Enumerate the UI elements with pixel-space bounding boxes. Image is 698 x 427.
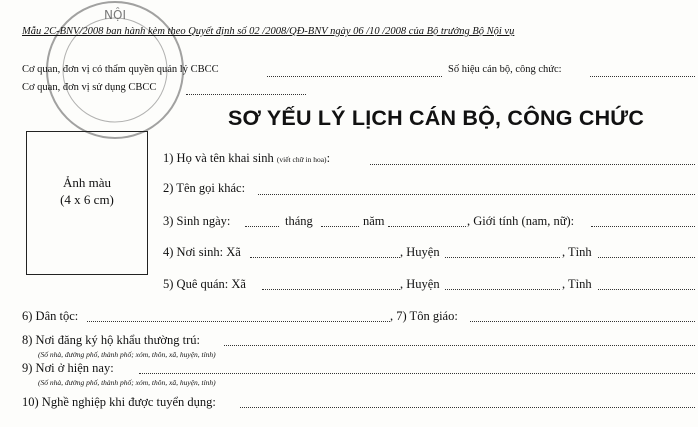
birthplace-province-label: , Tỉnh <box>562 245 592 259</box>
birthplace-commune-field[interactable] <box>250 257 400 258</box>
gender-field[interactable] <box>591 226 695 227</box>
svg-text:NỘI: NỘI <box>104 8 126 22</box>
photo-label: Ảnh màu <box>62 175 112 190</box>
hometown-district-label: , Huyện <box>400 277 440 291</box>
ethnicity-label: 6) Dân tộc: <box>22 309 79 323</box>
occupation-label: 10) Nghề nghiệp khi được tuyển dụng: <box>22 395 216 409</box>
permanent-address-label: 8) Nơi đăng ký hộ khẩu thường trú: <box>22 333 200 347</box>
form-header-note: Mẫu 2C-BNV/2008 ban hành kèm theo Quyết định số 02 /2008/QĐ-BNV ngày 06 /10 /2008 của Bộ trưởng Bộ Nội vụ <box>22 26 515 37</box>
birth-month-label: tháng <box>285 214 313 228</box>
occupation-field[interactable] <box>240 407 695 408</box>
full-name-label: 1) Họ và tên khai sinh (viết chữ in hoa): <box>163 151 331 165</box>
religion-field[interactable] <box>470 321 695 322</box>
birth-year-label: năm <box>363 214 385 228</box>
birth-day-field[interactable] <box>245 226 279 227</box>
hometown-commune-field[interactable] <box>262 289 400 290</box>
managing-agency-field[interactable] <box>267 76 442 77</box>
current-address-label: 9) Nơi ở hiện nay: <box>22 361 114 375</box>
current-address-field[interactable] <box>139 373 695 374</box>
hometown-province-field[interactable] <box>598 289 695 290</box>
birth-month-field[interactable] <box>321 226 359 227</box>
birthplace-district-label: , Huyện <box>400 245 440 259</box>
employee-id-field[interactable] <box>590 76 695 77</box>
full-name-field[interactable] <box>370 164 695 165</box>
hometown-label: 5) Quê quán: Xã <box>163 277 246 291</box>
birth-year-field[interactable] <box>388 226 466 227</box>
other-name-field[interactable] <box>258 194 695 195</box>
full-name-hint: (viết chữ in hoa) <box>276 155 327 164</box>
photo-size: (4 x 6 cm) <box>60 192 114 207</box>
using-agency-label: Cơ quan, đơn vị sử dụng CBCC <box>22 82 157 93</box>
birthplace-province-field[interactable] <box>598 257 695 258</box>
birthplace-district-field[interactable] <box>445 257 560 258</box>
permanent-address-field[interactable] <box>224 345 695 346</box>
gender-label: , Giới tính (nam, nữ): <box>467 214 575 228</box>
managing-agency-label: Cơ quan, đơn vị có thẩm quyền quản lý CBCC <box>22 64 219 75</box>
birth-date-label: 3) Sinh ngày: <box>163 214 231 228</box>
form-title: SƠ YẾU LÝ LỊCH CÁN BỘ, CÔNG CHỨC <box>228 106 645 130</box>
ethnicity-field[interactable] <box>87 321 390 322</box>
hometown-province-label: , Tỉnh <box>562 277 592 291</box>
hometown-district-field[interactable] <box>445 289 560 290</box>
religion-label: , 7) Tôn giáo: <box>390 309 458 323</box>
permanent-address-hint: (Số nhà, đường phố, thành phố; xóm, thôn, xã, huyện, tỉnh) <box>38 350 216 359</box>
birthplace-label: 4) Nơi sinh: Xã <box>163 245 241 259</box>
employee-id-label: Số hiệu cán bộ, công chức: <box>448 64 562 75</box>
using-agency-field[interactable] <box>186 94 306 95</box>
other-name-label: 2) Tên gọi khác: <box>163 181 246 195</box>
photo-box <box>26 131 148 275</box>
current-address-hint: (Số nhà, đường phố, thành phố; xóm, thôn, xã, huyện, tỉnh) <box>38 378 216 387</box>
